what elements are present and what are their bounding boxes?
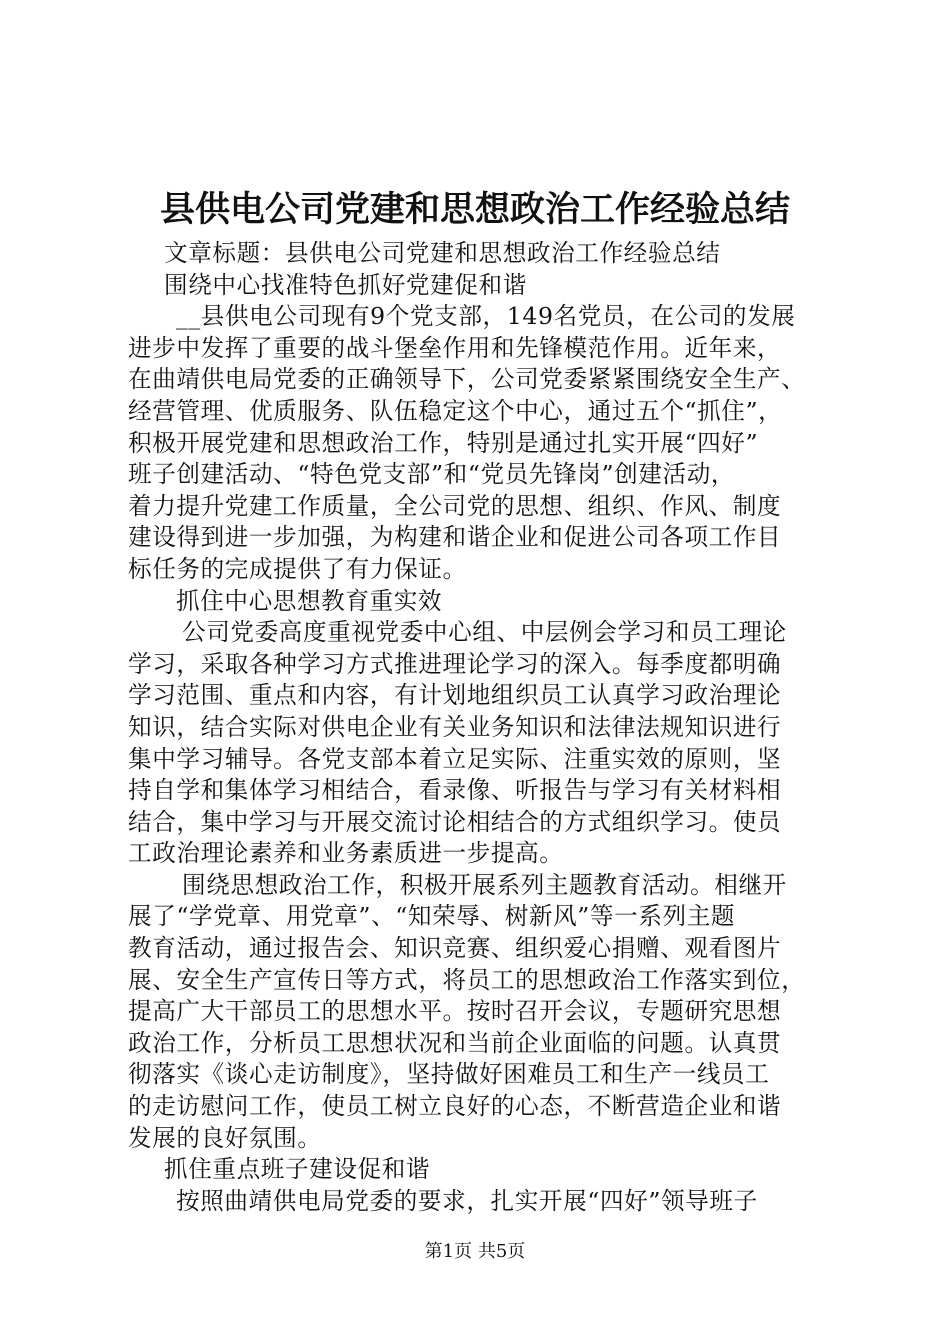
paragraph-line: 学习，采取各种学习方式推进理论学习的深入。每季度都明确 [128,649,782,678]
page-number-footer: 第1页 共5页 [424,1241,526,1262]
paragraph-line: 进步中发挥了重要的战斗堡垒作用和先锋模范作用。近年来， [128,333,782,362]
paragraph-line: 标任务的完成提供了有力保证。 [128,554,467,583]
paragraph-line: 班子创建活动、“特色党支部”和“党员先锋岗”创建活动， [128,460,736,489]
paragraph-line: 结合，集中学习与开展交流讨论相结合的方式组织学习。使员 [128,807,782,836]
paragraph-line: 提高广大干部员工的思想水平。按时召开会议，专题研究思想 [128,997,782,1026]
paragraph-line: 按照曲靖供电局党委的要求，扎实开展“四好”领导班子 [176,1186,758,1215]
paragraph-line: 着力提升党建工作质量，全公司党的思想、组织、作风、制度 [128,491,782,520]
document-title: 县供电公司党建和思想政治工作经验总结 [159,189,790,230]
paragraph-line: __县供电公司现有9个党支部，149名党员，在公司的发展 [176,302,796,331]
paragraph-line: 展了“学党章、用党章”、“知荣辱、树新风”等一系列主题 [128,902,736,931]
paragraph-line: 政治工作，分析员工思想状况和当前企业面临的问题。认真贯 [128,1028,782,1057]
document-body [128,238,833,1217]
paragraph-line: 展、安全生产宣传日等方式，将员工的思想政治工作落实到位， [128,965,806,994]
section-heading: 围绕中心找准特色抓好党建促和谐 [164,270,527,299]
section-heading: 抓住中心思想教育重实效 [176,586,443,615]
paragraph-line: 彻落实《谈心走访制度》，坚持做好困难员工和生产一线员工 [128,1060,770,1089]
paragraph-line: 积极开展党建和思想政治工作，特别是通过扎实开展“四好” [128,428,759,457]
paragraph-line: 经营管理、优质服务、队伍稳定这个中心，通过五个“抓住”， [128,396,783,425]
paragraph-line: 集中学习辅导。各党支部本着立足实际、注重实效的原则，坚 [128,744,782,773]
paragraph-line: 的走访慰问工作，使员工树立良好的心态，不断营造企业和谐 [128,1092,782,1121]
section-heading: 抓住重点班子建设促和谐 [164,1155,431,1184]
paragraph-line: 建设得到进一步加强，为构建和谐企业和促进公司各项工作目 [128,523,782,552]
paragraph-line: 持自学和集体学习相结合，看录像、听报告与学习有关材料相 [128,776,782,805]
paragraph-line: 发展的良好氛围。 [128,1123,322,1152]
paragraph-line: 知识，结合实际对供电企业有关业务知识和法律法规知识进行 [128,712,782,741]
paragraph-line: 学习范围、重点和内容，有计划地组织员工认真学习政治理论 [128,681,782,710]
paragraph-line: 工政治理论素养和业务素质进一步提高。 [128,839,564,868]
paragraph-line: 在曲靖供电局党委的正确领导下，公司党委紧紧围绕安全生产、 [128,365,806,394]
paragraph-line: 公司党委高度重视党委中心组、中层例会学习和员工理论 [182,618,787,647]
article-title-line: 文章标题：县供电公司党建和思想政治工作经验总结 [164,239,721,267]
paragraph-line: 教育活动，通过报告会、知识竞赛、组织爱心捐赠、观看图片 [128,934,782,963]
paragraph-line: 围绕思想政治工作，积极开展系列主题教育活动。相继开 [182,870,787,899]
